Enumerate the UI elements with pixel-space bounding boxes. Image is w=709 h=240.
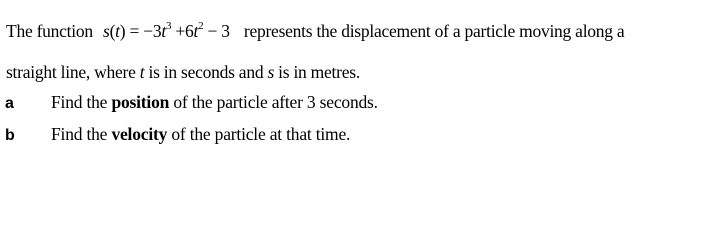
- formula-term1-coefficient: −3: [143, 21, 162, 41]
- part-text: [51, 92, 378, 112]
- formula-term2-exponent: 2: [198, 20, 204, 32]
- part-keyword: velocity: [111, 124, 168, 144]
- question-part-a: [5, 92, 378, 113]
- intro-suffix: represents the displacement of a particle moving along a: [243, 21, 625, 41]
- intro-line2-text-a: straight line, where: [6, 62, 140, 82]
- question-part-b: [5, 124, 350, 145]
- part-text-after: of the particle at that time.: [167, 124, 351, 144]
- formula-plus: +: [175, 21, 185, 41]
- question-intro-line-2: [6, 62, 360, 83]
- formula-variable: t: [115, 21, 120, 41]
- part-text-after: of the particle after 3 seconds.: [169, 92, 378, 112]
- intro-prefix: The function: [6, 21, 93, 41]
- intro-line2-var-t: t: [139, 62, 145, 82]
- displacement-formula: $s(t) = -3t^3 +6t^2 - 3$: [103, 20, 230, 41]
- part-text-before: Find the: [51, 92, 112, 112]
- part-label: a: [5, 95, 14, 112]
- formula-term1-variable: t: [161, 21, 166, 41]
- part-text: [51, 124, 350, 144]
- formula-equals: =: [129, 21, 140, 41]
- intro-line2-text-b: is in seconds and: [144, 62, 268, 82]
- formula-constant: − 3: [207, 21, 230, 41]
- formula-term2-coefficient: 6: [185, 21, 194, 41]
- intro-line2-text-c: is in metres.: [274, 62, 360, 82]
- formula-term1-exponent: 3: [166, 20, 172, 32]
- question-intro-line-1: [6, 21, 624, 42]
- part-label: b: [5, 127, 15, 144]
- part-text-before: Find the: [51, 124, 112, 144]
- formula-term2-variable: t: [193, 21, 199, 41]
- intro-line2-var-s: s: [267, 62, 275, 82]
- formula-function-name: s: [103, 21, 110, 41]
- part-keyword: position: [111, 92, 170, 112]
